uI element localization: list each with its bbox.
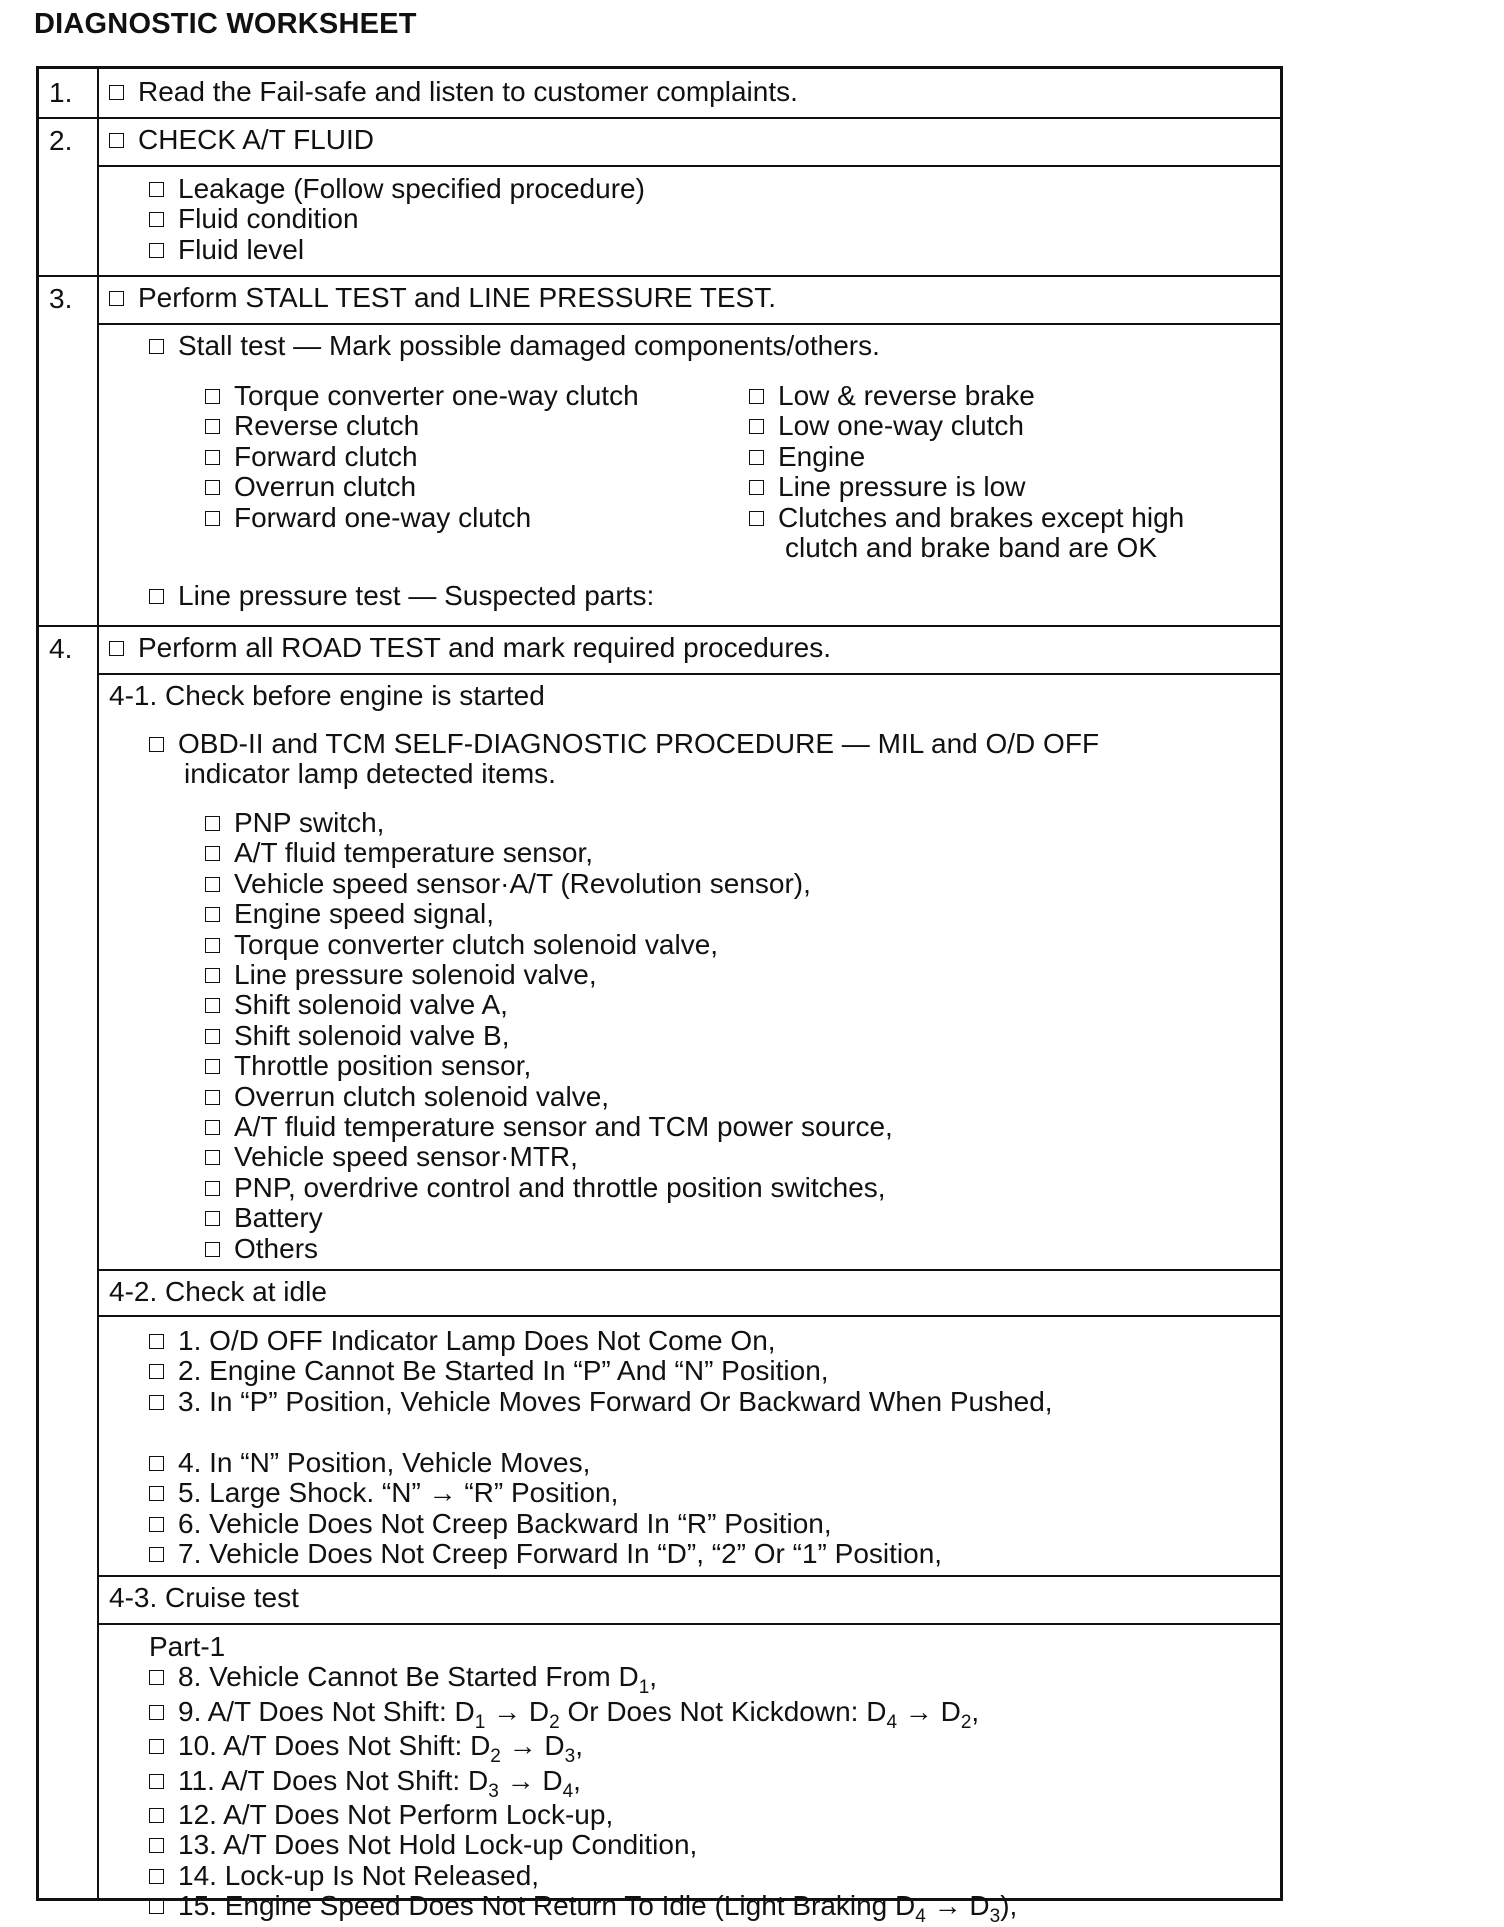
row-divider bbox=[97, 673, 1280, 675]
list-item[interactable]: PNP, overdrive control and throttle position switches, bbox=[205, 1173, 893, 1203]
idle-check-items-b bbox=[149, 1448, 942, 1570]
checkbox[interactable] bbox=[109, 641, 124, 656]
row-divider bbox=[39, 275, 1280, 277]
checkbox[interactable] bbox=[149, 1517, 164, 1532]
list-item[interactable]: Vehicle speed sensor·A/T (Revolution sensor), bbox=[205, 869, 893, 899]
checkbox[interactable] bbox=[149, 1774, 164, 1789]
checkbox[interactable] bbox=[149, 1705, 164, 1720]
list-item-continuation: clutch and brake band are OK bbox=[785, 532, 1158, 564]
checkbox[interactable] bbox=[205, 907, 220, 922]
list-item[interactable]: Throttle position sensor, bbox=[205, 1051, 893, 1081]
list-item[interactable]: A/T fluid temperature sensor and TCM power source, bbox=[205, 1112, 893, 1142]
checkbox[interactable] bbox=[205, 846, 220, 861]
checkbox[interactable] bbox=[749, 511, 764, 526]
stall-components-left bbox=[205, 381, 639, 533]
checkbox[interactable] bbox=[205, 389, 220, 404]
list-item[interactable]: 4. In “N” Position, Vehicle Moves, bbox=[149, 1448, 942, 1478]
step4-heading[interactable]: Perform all ROAD TEST and mark required procedures. bbox=[109, 633, 831, 663]
list-item[interactable]: Line pressure is low bbox=[749, 472, 1184, 502]
checkbox[interactable] bbox=[205, 1090, 220, 1105]
list-item[interactable]: 2. Engine Cannot Be Started In “P” And “N” Position, bbox=[149, 1356, 1053, 1386]
worksheet-table bbox=[36, 66, 1283, 1927]
row-divider bbox=[97, 165, 1280, 167]
checkbox[interactable] bbox=[205, 419, 220, 434]
list-item[interactable]: A/T fluid temperature sensor, bbox=[205, 838, 893, 868]
checkbox[interactable] bbox=[149, 737, 164, 752]
section-4-3-heading: 4-3. Cruise test bbox=[109, 1582, 299, 1613]
fluid-check-list bbox=[149, 174, 645, 265]
list-item[interactable]: 5. Large Shock. “N” → “R” Position, bbox=[149, 1478, 942, 1508]
checkbox[interactable] bbox=[109, 85, 124, 100]
checkbox[interactable] bbox=[149, 1670, 164, 1685]
checkbox[interactable] bbox=[205, 938, 220, 953]
list-item[interactable]: Shift solenoid valve B, bbox=[205, 1021, 893, 1051]
checkbox[interactable] bbox=[205, 450, 220, 465]
section-4-1-heading: 4-1. Check before engine is started bbox=[109, 680, 545, 711]
list-item[interactable]: 6. Vehicle Does Not Creep Backward In “R” Position, bbox=[149, 1509, 942, 1539]
checkbox[interactable] bbox=[205, 998, 220, 1013]
line-pressure-item[interactable]: Line pressure test — Suspected parts: bbox=[149, 581, 654, 611]
list-item[interactable]: Reverse clutch bbox=[205, 411, 639, 441]
checkbox[interactable] bbox=[149, 1739, 164, 1754]
list-item[interactable]: Line pressure solenoid valve, bbox=[205, 960, 893, 990]
checkbox[interactable] bbox=[149, 1899, 164, 1914]
list-item[interactable]: PNP switch, bbox=[205, 808, 893, 838]
list-item[interactable]: Fluid condition bbox=[149, 204, 645, 234]
checkbox[interactable] bbox=[205, 511, 220, 526]
list-item[interactable]: 14. Lock-up Is Not Released, bbox=[149, 1861, 1017, 1891]
row-divider bbox=[97, 1269, 1280, 1271]
checkbox[interactable] bbox=[205, 480, 220, 495]
stall-components-right bbox=[749, 381, 1184, 563]
step2-heading[interactable]: CHECK A/T FLUID bbox=[109, 125, 374, 155]
obd-procedure-item[interactable]: OBD-II and TCM SELF-DIAGNOSTIC PROCEDURE — MIL and O/D OFF bbox=[149, 729, 1099, 759]
list-item[interactable]: Torque converter one-way clutch bbox=[205, 381, 639, 411]
checkbox[interactable] bbox=[205, 816, 220, 831]
list-item[interactable]: 12. A/T Does Not Perform Lock-up, bbox=[149, 1800, 1017, 1830]
step-number: 3. bbox=[49, 283, 73, 314]
obd-procedure-continuation: indicator lamp detected items. bbox=[184, 758, 556, 789]
checkbox[interactable] bbox=[149, 1808, 164, 1823]
row-divider bbox=[97, 1623, 1280, 1625]
checkbox[interactable] bbox=[149, 589, 164, 604]
row-divider bbox=[97, 323, 1280, 325]
list-item[interactable]: Engine bbox=[749, 442, 1184, 472]
list-item[interactable]: Leakage (Follow specified procedure) bbox=[149, 174, 645, 204]
list-item[interactable]: 8. Vehicle Cannot Be Started From $D_1$, bbox=[149, 1662, 1017, 1696]
checkbox[interactable] bbox=[749, 419, 764, 434]
step-number: 2. bbox=[49, 125, 73, 156]
checkbox[interactable] bbox=[749, 389, 764, 404]
checkbox[interactable] bbox=[205, 1211, 220, 1226]
checkbox[interactable] bbox=[149, 212, 164, 227]
checkbox[interactable] bbox=[205, 1181, 220, 1196]
checkbox[interactable] bbox=[205, 877, 220, 892]
list-item[interactable]: Torque converter clutch solenoid valve, bbox=[205, 930, 893, 960]
list-item[interactable]: 10. A/T Does Not Shift: $D_2 \to D_3$, bbox=[149, 1731, 1017, 1765]
checkbox[interactable] bbox=[205, 1120, 220, 1135]
list-item[interactable]: Shift solenoid valve A, bbox=[205, 990, 893, 1020]
row-divider bbox=[97, 1315, 1280, 1317]
checkbox[interactable] bbox=[109, 291, 124, 306]
list-item[interactable]: 15. Engine Speed Does Not Return To Idle (Light Braking $D_4 \to D_3$), bbox=[149, 1891, 1017, 1925]
row-divider bbox=[39, 117, 1280, 119]
list-item[interactable]: Others bbox=[205, 1234, 893, 1264]
list-item[interactable]: Vehicle speed sensor·MTR, bbox=[205, 1142, 893, 1172]
page-title: DIAGNOSTIC WORKSHEET bbox=[34, 8, 417, 40]
list-item[interactable]: 3. In “P” Position, Vehicle Moves Forward Or Backward When Pushed, bbox=[149, 1387, 1053, 1417]
self-diagnostic-items bbox=[205, 808, 893, 1264]
list-item[interactable]: 13. A/T Does Not Hold Lock-up Condition, bbox=[149, 1830, 1017, 1860]
step3-heading[interactable]: Perform STALL TEST and LINE PRESSURE TEST. bbox=[109, 283, 776, 313]
checkbox[interactable] bbox=[149, 182, 164, 197]
list-item[interactable]: 7. Vehicle Does Not Creep Forward In “D”, “2” Or “1” Position, bbox=[149, 1539, 942, 1569]
checkbox[interactable] bbox=[205, 1242, 220, 1257]
list-item[interactable]: Battery bbox=[205, 1203, 893, 1233]
list-item[interactable]: Overrun clutch bbox=[205, 472, 639, 502]
checkbox[interactable] bbox=[749, 480, 764, 495]
checkbox[interactable] bbox=[749, 450, 764, 465]
checkbox[interactable] bbox=[149, 1456, 164, 1471]
cruise-test-items bbox=[149, 1632, 1017, 1926]
checkbox[interactable] bbox=[149, 1838, 164, 1853]
list-item[interactable]: 1. O/D OFF Indicator Lamp Does Not Come On, bbox=[149, 1326, 1053, 1356]
list-item[interactable]: Low one-way clutch bbox=[749, 411, 1184, 441]
list-item[interactable]: Engine speed signal, bbox=[205, 899, 893, 929]
checkbox[interactable] bbox=[149, 1334, 164, 1349]
checkbox[interactable] bbox=[205, 968, 220, 983]
stall-test-item[interactable]: Stall test — Mark possible damaged components/others. bbox=[149, 331, 880, 361]
checkbox[interactable] bbox=[109, 133, 124, 148]
part-label: Part-1 bbox=[149, 1631, 226, 1662]
list-item[interactable]: Forward clutch bbox=[205, 442, 639, 472]
list-item[interactable]: Forward one-way clutch bbox=[205, 503, 639, 533]
checkbox[interactable] bbox=[149, 339, 164, 354]
row-divider bbox=[39, 625, 1280, 627]
list-item[interactable]: Overrun clutch solenoid valve, bbox=[205, 1082, 893, 1112]
list-item[interactable]: 11. A/T Does Not Shift: $D_3 \to D_4$, bbox=[149, 1766, 1017, 1800]
section-4-2-heading: 4-2. Check at idle bbox=[109, 1276, 327, 1307]
idle-check-items-a bbox=[149, 1326, 1053, 1417]
list-item[interactable]: Clutches and brakes except high bbox=[749, 503, 1184, 533]
step-number: 4. bbox=[49, 633, 73, 664]
step-number: 1. bbox=[49, 77, 73, 108]
checkbox[interactable] bbox=[149, 1364, 164, 1379]
checkbox[interactable] bbox=[205, 1029, 220, 1044]
list-item[interactable]: 9. A/T Does Not Shift: $D_1 \to D_2$ Or Does Not Kickdown: $D_4 \to D_2$, bbox=[149, 1697, 1017, 1731]
checkbox[interactable] bbox=[149, 1486, 164, 1501]
list-item[interactable]: Low & reverse brake bbox=[749, 381, 1184, 411]
row-divider bbox=[97, 1575, 1280, 1577]
checkbox[interactable] bbox=[149, 1547, 164, 1562]
step1-item[interactable]: Read the Fail-safe and listen to customer complaints. bbox=[109, 77, 798, 107]
checkbox[interactable] bbox=[205, 1059, 220, 1074]
checkbox[interactable] bbox=[149, 1395, 164, 1410]
list-item[interactable]: Fluid level bbox=[149, 235, 645, 265]
checkbox[interactable] bbox=[205, 1150, 220, 1165]
checkbox[interactable] bbox=[149, 1869, 164, 1884]
checkbox[interactable] bbox=[149, 243, 164, 258]
